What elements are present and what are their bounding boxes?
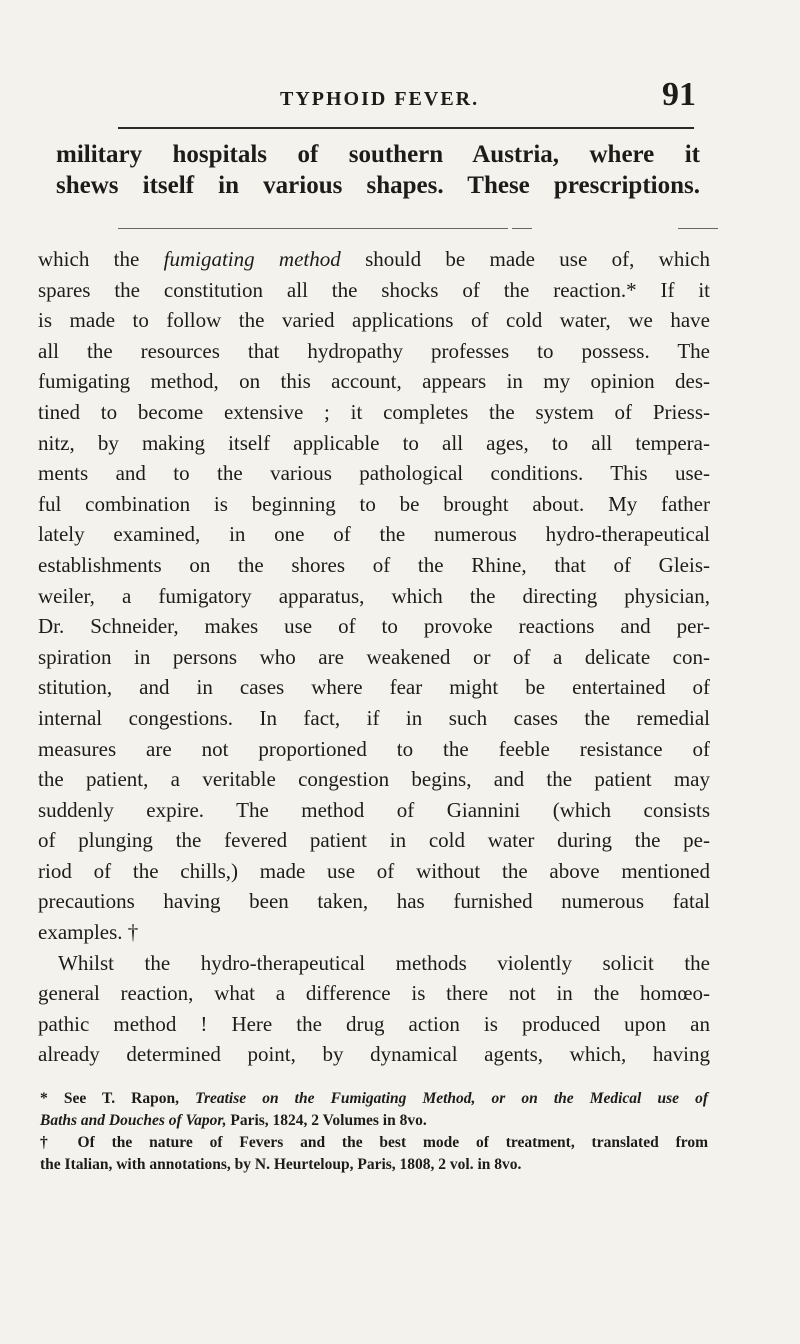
text-span: Paris, 1824, 2 Volumes in 8vo. bbox=[226, 1112, 427, 1129]
header-rule bbox=[118, 127, 694, 129]
text-line: spares the constitution all the shocks of the reaction.* If it bbox=[38, 277, 710, 302]
text-line: establishments on the shores of the Rhine, that of Gleis- bbox=[38, 552, 710, 577]
text-line: general reaction, what a difference is there not in the homœo- bbox=[38, 981, 710, 1006]
body-text bbox=[38, 244, 710, 1070]
text-span: which the bbox=[38, 247, 164, 271]
text-line: of plunging the fevered patient in cold water during the pe- bbox=[38, 828, 710, 853]
text-line: stitution, and in cases where fear might be entertained of bbox=[38, 675, 710, 700]
text-line: ments and to the various pathological conditions. This use- bbox=[38, 461, 710, 486]
running-title: TYPHOID FEVER. bbox=[280, 88, 480, 110]
footnote-line bbox=[40, 1110, 708, 1132]
text-line: shews itself in various shapes. These prescriptions. bbox=[56, 171, 700, 199]
text-line: suddenly expire. The method of Giannini (which consists bbox=[38, 797, 710, 822]
separator-rule bbox=[118, 228, 508, 229]
text-line: is made to follow the varied applications of cold water, we have bbox=[38, 308, 710, 333]
text-line: tined to become extensive ; it completes the system of Priess- bbox=[38, 399, 710, 424]
text-line: already determined point, by dynamical agents, which, having bbox=[38, 1042, 710, 1067]
footnote-line: † Of the nature of Fevers and the best mode of treatment, translated from bbox=[40, 1134, 708, 1151]
separator-rule bbox=[512, 228, 532, 229]
text-span: should be made use of, which bbox=[340, 247, 710, 271]
text-line: ful combination is beginning to be brought about. My father bbox=[38, 491, 710, 516]
italic-phrase: fumigating method bbox=[163, 247, 341, 271]
text-line bbox=[38, 244, 710, 275]
italic-title: Baths and Douches of Vapor, bbox=[40, 1112, 227, 1129]
footnote-line: the Italian, with annotations, by N. Heurteloup, Paris, 1808, 2 vol. in 8vo. bbox=[40, 1156, 522, 1173]
text-line: military hospitals of southern Austria, where it bbox=[56, 141, 700, 168]
text-line: measures are not proportioned to the feeble resistance of bbox=[38, 736, 710, 761]
text-line: all the resources that hydropathy professes to possess. The bbox=[38, 338, 710, 363]
text-span: * See T. Rapon, bbox=[40, 1090, 196, 1107]
text-line: precautions having been taken, has furnished numerous fatal bbox=[38, 889, 710, 914]
text-line: the patient, a veritable congestion begins, and the patient may bbox=[38, 767, 710, 792]
text-line: riod of the chills,) made use of without the above mentioned bbox=[38, 858, 710, 883]
running-head bbox=[118, 78, 698, 118]
footnote-line bbox=[40, 1088, 708, 1110]
text-line: lately examined, in one of the numerous hydro-therapeutical bbox=[38, 522, 710, 547]
text-line: Dr. Schneider, makes use of to provoke reactions and per- bbox=[38, 614, 710, 639]
text-line: pathic method ! Here the drug action is produced upon an bbox=[38, 1011, 710, 1036]
text-line: examples. † bbox=[38, 920, 139, 945]
page-number: 91 bbox=[662, 76, 696, 113]
separator-rule bbox=[678, 228, 718, 229]
italic-title: Treatise on the Fumigating Method, or on the Medical use of bbox=[195, 1090, 708, 1107]
heading-continuation bbox=[56, 139, 700, 200]
text-line: fumigating method, on this account, appears in my opinion des- bbox=[38, 369, 710, 394]
text-line: weiler, a fumigatory apparatus, which the directing physician, bbox=[38, 583, 710, 608]
text-line: Whilst the hydro-therapeutical methods violently solicit the bbox=[58, 950, 710, 975]
footnotes bbox=[40, 1088, 708, 1176]
text-line: nitz, by making itself applicable to all ages, to all tempera- bbox=[38, 430, 710, 455]
text-line: spiration in persons who are weakened or of a delicate con- bbox=[38, 644, 710, 669]
text-line: internal congestions. In fact, if in such cases the remedial bbox=[38, 705, 710, 730]
